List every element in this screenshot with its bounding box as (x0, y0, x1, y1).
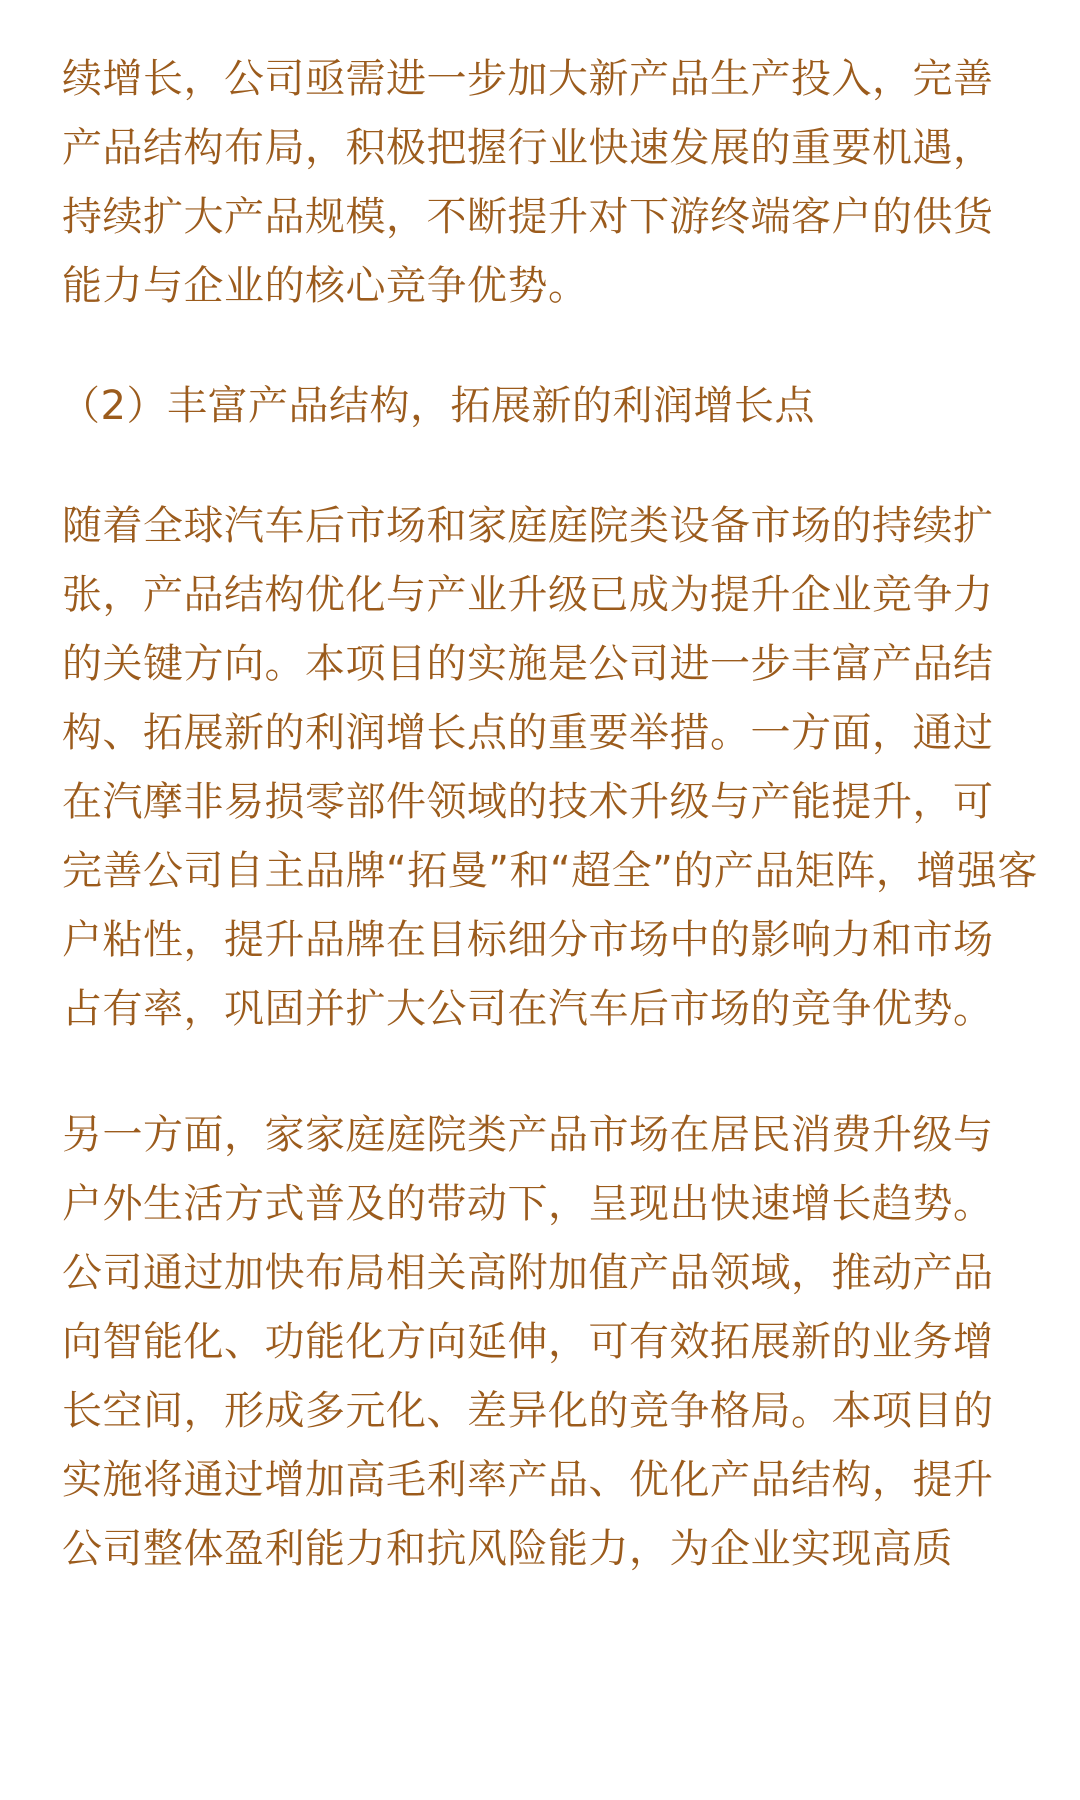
paragraph-line: 持续扩大产品规模，不断提升对下游终端客户的供货 (62, 194, 994, 240)
paragraph-line: 另一方面，家家庭庭院类产品市场在居民消费升级与 (62, 1112, 994, 1158)
paragraph-line: 随着全球汽车后市场和家庭庭院类设备市场的持续扩 (62, 503, 994, 549)
paragraph-line: 完善公司自主品牌“拓曼”和“超全”的产品矩阵，增强客 (62, 848, 1038, 894)
article-body (62, 45, 1042, 1584)
paragraph-line: 户外生活方式普及的带动下，呈现出快速增长趋势。 (62, 1181, 994, 1227)
paragraph-line: 在汽摩非易损零部件领域的技术升级与产能提升，可 (62, 779, 994, 825)
paragraph-spacer (62, 1044, 1042, 1101)
paragraph-spacer (62, 321, 1042, 372)
paragraph-line: 长空间，形成多元化、差异化的竞争格局。本项目的 (62, 1388, 994, 1434)
section-subheading: （2）丰富产品结构，拓展新的利润增长点 (60, 383, 815, 429)
paragraph-line: 占有率，巩固并扩大公司在汽车后市场的竞争优势。 (62, 986, 994, 1032)
paragraph-line: 产品结构布局，积极把握行业快速发展的重要机遇， (62, 125, 994, 171)
paragraph-line: 续增长，公司亟需进一步加大新产品生产投入，完善 (62, 56, 994, 102)
paragraph-line: 构、拓展新的利润增长点的重要举措。一方面，通过 (62, 710, 994, 756)
paragraph-line: 的关键方向。本项目的实施是公司进一步丰富产品结 (62, 641, 994, 687)
paragraph-3 (62, 1101, 1042, 1584)
paragraph-line: 张，产品结构优化与产业升级已成为提升企业竞争力 (62, 572, 994, 618)
paragraph-line: 公司通过加快布局相关高附加值产品领域，推动产品 (62, 1250, 994, 1296)
paragraph-line: 公司整体盈利能力和抗风险能力，为企业实现高质 (62, 1526, 953, 1572)
paragraph-line: 能力与企业的核心竞争优势。 (62, 263, 589, 309)
paragraph-2 (62, 492, 1042, 1044)
paragraph-line: 向智能化、功能化方向延伸，可有效拓展新的业务增 (62, 1319, 994, 1365)
paragraph-spacer (62, 441, 1042, 492)
paragraph-1 (62, 45, 1042, 321)
paragraph-line: 户粘性，提升品牌在目标细分市场中的影响力和市场 (62, 917, 994, 963)
paragraph-line: 实施将通过增加高毛利率产品、优化产品结构，提升 (62, 1457, 994, 1503)
